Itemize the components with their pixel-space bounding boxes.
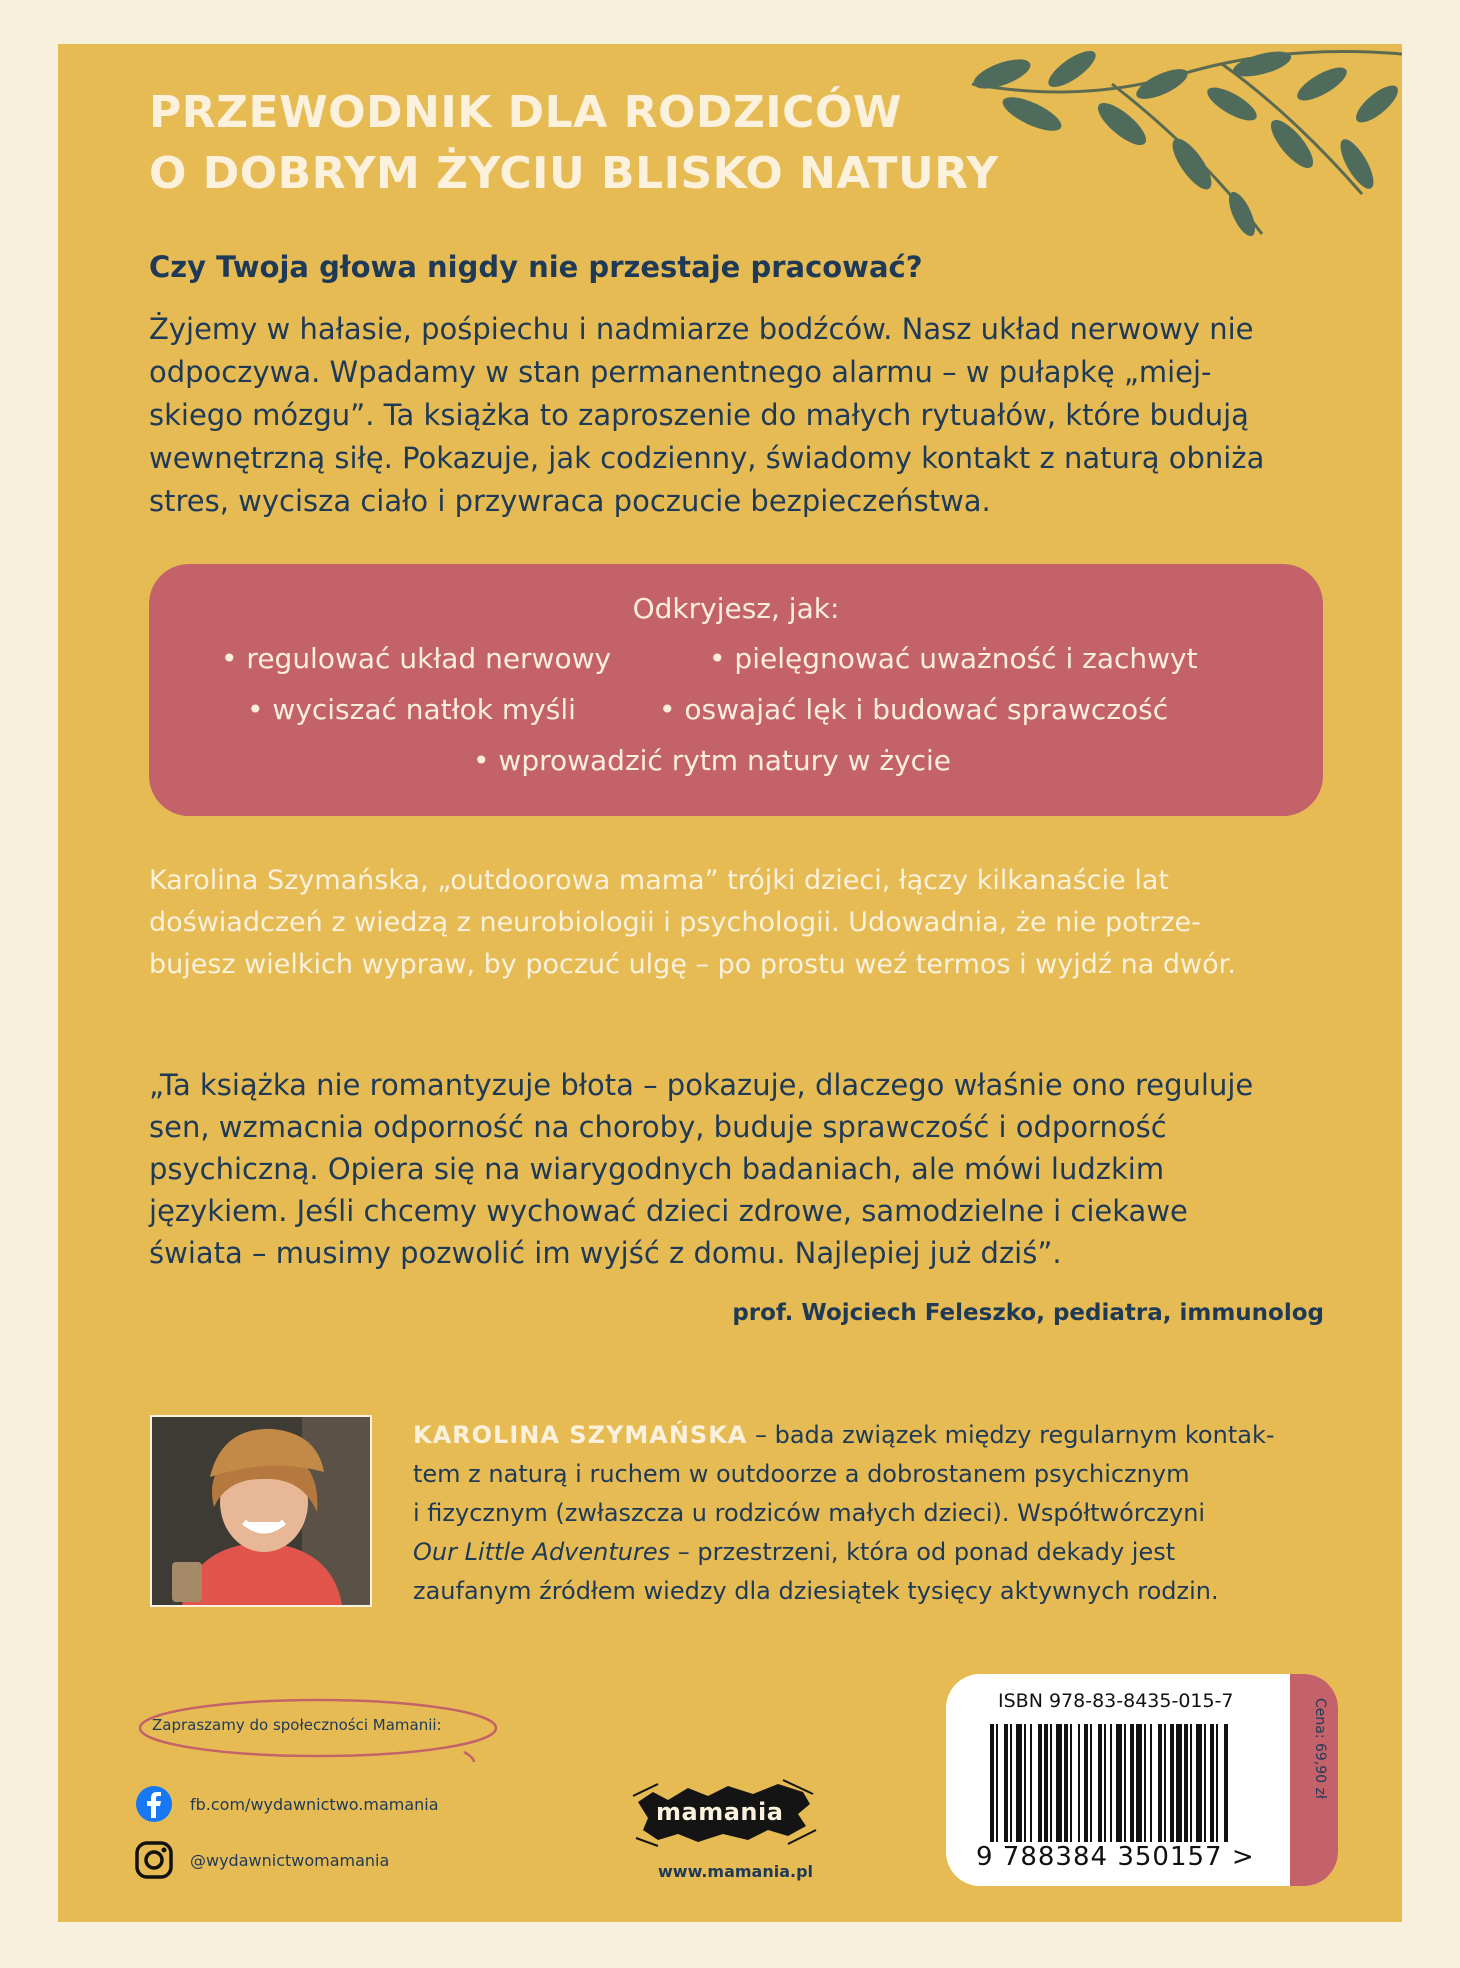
benefit-item: • pielęgnować uważność i zachwyt bbox=[709, 642, 1198, 675]
author-intro-line: doświadczeń z wiedzą z neurobiologii i psychologii. Udowadnia, że nie potrze- bbox=[149, 907, 1201, 938]
benefit-item: • wyciszać natłok myśli bbox=[247, 693, 576, 726]
quote-line: „Ta książka nie romantyzuje błota – pokazuje, dlaczego właśnie ono reguluje bbox=[149, 1068, 1254, 1102]
facebook-icon bbox=[134, 1784, 174, 1824]
instagram-icon bbox=[134, 1840, 174, 1880]
intro-line: Żyjemy w hałasie, pośpiechu i nadmiarze bodźców. Nasz układ nerwowy nie bbox=[149, 312, 1254, 346]
benefit-item: • wprowadzić rytm natury w życie bbox=[473, 744, 952, 777]
facebook-url[interactable]: fb.com/wydawnictwo.mamania bbox=[190, 1794, 439, 1814]
title-line-2: O DOBRYM ŻYCIU BLISKO NATURY bbox=[149, 148, 999, 199]
publisher-logo-text: mamania bbox=[656, 1798, 784, 1826]
book-title bbox=[149, 82, 999, 204]
instagram-link[interactable] bbox=[134, 1840, 389, 1880]
benefits-box bbox=[149, 564, 1323, 816]
community-label: Zapraszamy do społeczności Mamanii: bbox=[152, 1716, 442, 1734]
bio-line-2: tem z naturą i ruchem w outdoorze a dobrostanem psychicznym bbox=[413, 1460, 1190, 1488]
quote-line: sen, wzmacnia odporność na choroby, buduje sprawczość i odporność bbox=[149, 1110, 1167, 1144]
isbn-digits: 9 788384 350157 > bbox=[976, 1842, 1255, 1872]
quote-author: prof. Wojciech Feleszko, pediatra, immunolog bbox=[732, 1300, 1324, 1326]
isbn-barcode-block bbox=[946, 1674, 1338, 1886]
lead-question: Czy Twoja głowa nigdy nie przestaje pracować? bbox=[149, 250, 923, 284]
author-intro-paragraph bbox=[149, 860, 1236, 986]
quote-line: świata – musimy pozwolić im wyjść z domu. Najlepiej już dziś”. bbox=[149, 1236, 1062, 1270]
intro-line: skiego mózgu”. Ta książka to zaproszenie do małych rytuałów, które budują bbox=[149, 398, 1249, 432]
brand-name: Our Little Adventures bbox=[413, 1538, 671, 1566]
isbn-label: ISBN 978-83-8435-015-7 bbox=[998, 1690, 1234, 1712]
bio-line-5: zaufanym źródłem wiedzy dla dziesiątek tysięcy aktywnych rodzin. bbox=[413, 1577, 1219, 1605]
leaf-branch-decoration bbox=[962, 44, 1402, 244]
book-back-cover bbox=[58, 44, 1402, 1922]
facebook-link[interactable] bbox=[134, 1784, 439, 1824]
intro-line: wewnętrzną siłę. Pokazuje, jak codzienny, świadomy kontakt z naturą obniża bbox=[149, 441, 1265, 475]
publisher-logo bbox=[628, 1774, 818, 1854]
endorsement-quote bbox=[149, 1064, 1253, 1274]
author-intro-line: Karolina Szymańska, „outdoorowa mama” trójki dzieci, łączy kilkanaście lat bbox=[149, 865, 1169, 896]
instagram-handle[interactable]: @wydawnictwomamania bbox=[190, 1850, 390, 1870]
barcode bbox=[990, 1724, 1276, 1842]
publisher-website[interactable]: www.mamania.pl bbox=[658, 1862, 814, 1881]
author-intro-line: bujesz wielkich wypraw, by poczuć ulgę – po prostu weź termos i wyjdź na dwór. bbox=[149, 949, 1236, 980]
benefit-item: • oswajać lęk i budować sprawczość bbox=[659, 693, 1169, 726]
bio-line-4 bbox=[413, 1533, 1275, 1572]
quote-line: językiem. Jeśli chcemy wychować dzieci zdrowe, samodzielne i ciekawe bbox=[149, 1194, 1188, 1228]
bio-text: – bada związek między regularnym kontak- bbox=[747, 1421, 1275, 1449]
intro-line: stres, wycisza ciało i przywraca poczucie bezpieczeństwa. bbox=[149, 484, 991, 518]
intro-paragraph bbox=[149, 308, 1299, 523]
benefit-item: • regulować układ nerwowy bbox=[221, 642, 612, 675]
intro-line: odpoczywa. Wpadamy w stan permanentnego alarmu – w pułapkę „miej- bbox=[149, 355, 1212, 389]
bio-line-3: i fizycznym (zwłaszcza u rodziców małych dzieci). Współtwórczyni bbox=[413, 1499, 1206, 1527]
author-name: KAROLINA SZYMAŃSKA bbox=[413, 1421, 748, 1449]
bio-text: – przestrzeni, która od ponad dekady jest bbox=[670, 1538, 1176, 1566]
benefits-heading: Odkryjesz, jak: bbox=[632, 592, 840, 625]
bio-line-1 bbox=[413, 1416, 1275, 1455]
author-bio bbox=[413, 1416, 1275, 1611]
author-photo bbox=[150, 1415, 372, 1607]
community-invite bbox=[134, 1694, 502, 1762]
quote-line: psychiczną. Opiera się na wiarygodnych badaniach, ale mówi ludzkim bbox=[149, 1152, 1165, 1186]
title-line-1: PRZEWODNIK DLA RODZICÓW bbox=[149, 87, 902, 138]
price-label: Cena: 69,90 zł bbox=[1312, 1698, 1328, 1799]
